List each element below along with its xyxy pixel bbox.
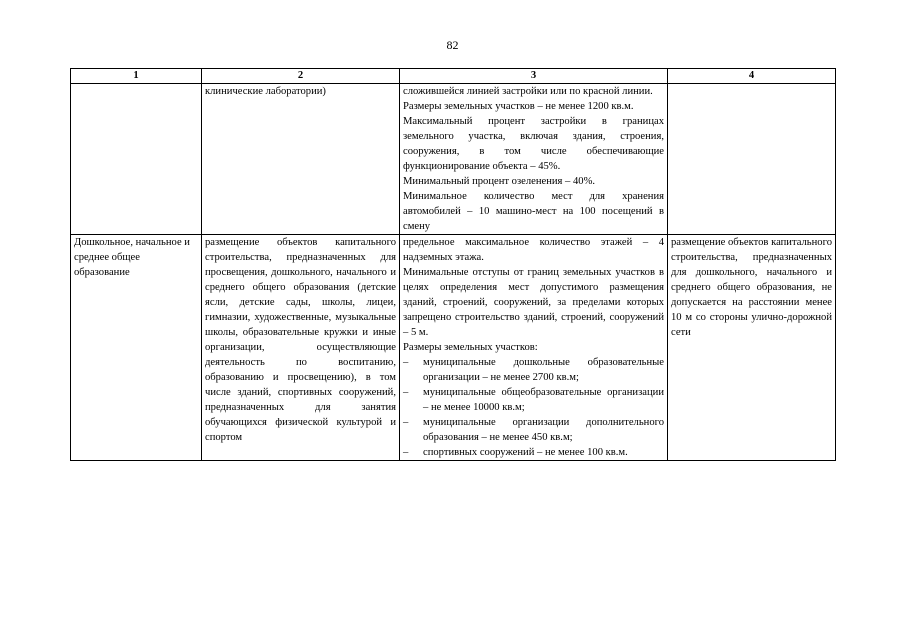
row2-col3-cell (400, 235, 668, 461)
row1-col3-para: Максимальный процент застройки в границах земельного участка, включая здания, строения, сооружения, в том числе обеспечивающие функционирование объекта – 45%. (403, 116, 664, 172)
row2-col3-para: Минимальные отступы от границ земельных участков в целях определения мест допустимого размещения зданий, строений, сооружений, за пределами которых запрещено строительство зданий, строений, сооружений – 5 м. (403, 267, 664, 338)
row1-col4-cell (668, 84, 836, 235)
list-item (403, 445, 664, 460)
row1-col2-text: клинические лаборатории) (205, 86, 326, 97)
row1-col3-cell (400, 84, 668, 235)
list-item-text: муниципальные общеобразовательные организации – не менее 10000 кв.м; (423, 387, 664, 413)
column-header-3: 3 (400, 69, 668, 84)
row2-col1-cell (71, 235, 202, 461)
dash-marker: – (403, 447, 409, 458)
row2-col2-cell (202, 235, 400, 461)
column-header-1: 1 (71, 69, 202, 84)
row1-col2-cell (202, 84, 400, 235)
table-row (71, 235, 836, 461)
list-item (403, 415, 664, 445)
list-item (403, 355, 664, 385)
dash-marker: – (403, 357, 409, 368)
row1-col3-para: сложившейся линией застройки или по красной линии. (403, 86, 653, 97)
row2-col3-para: предельное максимальное количество этажей – 4 надземных этажа. (403, 237, 664, 263)
row1-col3-para: Минимальное количество мест для хранения автомобилей – 10 машино-мест на 100 посещений в смену (403, 191, 664, 232)
row1-col3-para: Минимальный процент озеленения – 40%. (403, 176, 596, 187)
row1-col3-para: Размеры земельных участков – не менее 1200 кв.м. (403, 101, 634, 112)
row2-col4-cell (668, 235, 836, 461)
list-item-text: муниципальные организации дополнительного образования – не менее 450 кв.м; (423, 417, 664, 443)
land-use-description: размещение объектов капитального строительства, предназначенных для просвещения, дошкольного, начального и среднего общего образования (детские ясли, детские сады, школы, лицеи, гимназии, художественные, музыкальные школы, образовательные кружки и иные организации, осуществляющие деятельность по воспитанию, образованию и просвещению), в том числе зданий, спортивных сооружений, предназначенных для занятия обучающихся физической культурой и спортом (205, 237, 396, 443)
land-use-type: Дошкольное, начальное и среднее общее образование (74, 237, 190, 278)
row1-col1-cell (71, 84, 202, 235)
table-row (71, 84, 836, 235)
list-item-text: муниципальные дошкольные образовательные организации – не менее 2700 кв.м; (423, 357, 664, 383)
column-header-2: 2 (202, 69, 400, 84)
list-item-text: спортивных сооружений – не менее 100 кв.м. (423, 447, 628, 458)
page-number: 82 (446, 38, 459, 52)
row2-col4-text: размещение объектов капитального строительства, предназначенных для дошкольного, начального и среднего общего образования, не допускается на расстоянии менее 10 м со стороны улично-дорожной сети (671, 237, 832, 338)
regulations-table (70, 68, 836, 461)
column-header-4: 4 (668, 69, 836, 84)
table-header-row (71, 69, 836, 84)
list-item (403, 385, 664, 415)
dash-marker: – (403, 417, 409, 428)
dash-marker: – (403, 387, 409, 398)
row2-col3-para: Размеры земельных участков: (403, 342, 538, 353)
